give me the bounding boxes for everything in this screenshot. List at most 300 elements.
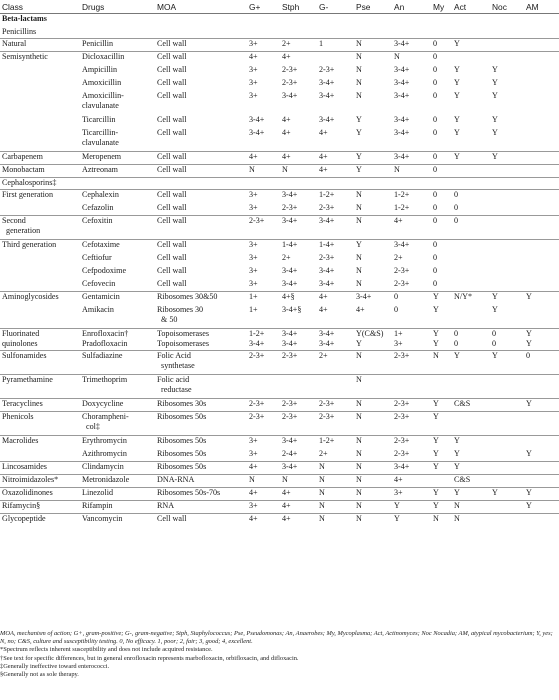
table-cell xyxy=(452,14,490,27)
table-cell: Y xyxy=(431,501,452,514)
table-cell xyxy=(0,279,80,292)
footnote-fluoroquinolones: †See text for specific differences, but in general enrofloxacin represents marbofloxacin, orbifloxacin, and difloxacin. xyxy=(0,654,299,662)
table-cell: Y(C&S) Y xyxy=(354,329,392,351)
table-cell: N xyxy=(280,165,317,178)
table-cell: Aztreonam xyxy=(80,165,155,178)
table-cell: Y xyxy=(454,77,460,87)
table-cell: N xyxy=(317,514,354,527)
table-cell: 2-3+ xyxy=(392,436,431,449)
table-cell: 3+ xyxy=(249,64,258,74)
table-cell xyxy=(490,449,524,462)
table-cell: 3+ xyxy=(247,240,280,253)
table-cell: Beta-lactams xyxy=(2,14,47,23)
table-cell: Amikacin xyxy=(82,304,114,314)
table-cell: N xyxy=(354,475,392,488)
table-cell: Fluorinated quinolones xyxy=(0,329,80,351)
table-cell: N xyxy=(247,165,280,178)
table-cell xyxy=(280,14,317,27)
table-cell xyxy=(354,27,392,39)
table-cell: 4+§ xyxy=(280,292,317,305)
table-cell xyxy=(155,27,247,39)
table-cell xyxy=(452,305,490,329)
table-cell: Y xyxy=(433,448,439,458)
table-cell xyxy=(80,178,155,190)
table-cell: Nitroimidazoles* xyxy=(0,475,80,488)
table-cell xyxy=(317,375,354,399)
table-cell xyxy=(317,27,354,39)
table-cell: 0 xyxy=(454,202,459,212)
table-cell: 0 xyxy=(524,351,559,375)
table-cell: Ribosomes 30&50 xyxy=(155,292,247,305)
table-cell: Teracyclines xyxy=(0,399,80,412)
table-row xyxy=(0,240,559,253)
table-cell: 0 xyxy=(431,240,452,253)
table-cell: 4+ xyxy=(392,475,431,488)
table-cell xyxy=(155,14,247,27)
table-cell: 0 xyxy=(431,52,452,65)
table-cell: Cell wall xyxy=(155,514,247,527)
table-cell: Y Y xyxy=(431,329,452,351)
table-cell: Ribosomes 30 & 50 xyxy=(157,304,204,324)
table-row xyxy=(0,91,559,115)
table-cell: 3-4+ xyxy=(249,114,265,124)
table-cell: Y xyxy=(454,90,460,100)
table-cell: Pyramethamine xyxy=(0,375,80,399)
table-cell: Trimethoprim xyxy=(80,375,155,399)
table-cell xyxy=(524,14,559,27)
table-cell: 4+ xyxy=(392,216,431,240)
table-cell xyxy=(431,14,452,27)
table-cell xyxy=(0,128,80,152)
table-cell: Cephalosporins‡ xyxy=(0,178,80,190)
table-cell: RNA xyxy=(155,501,247,514)
header-pseudomonas: Pse xyxy=(354,0,392,14)
table-row xyxy=(0,412,559,436)
table-cell: 2-3+ xyxy=(247,412,280,436)
table-cell: Second generation xyxy=(0,216,80,240)
table-cell: 0 xyxy=(431,216,452,240)
table-cell xyxy=(452,375,490,399)
table-cell xyxy=(490,436,524,449)
table-cell xyxy=(490,203,524,216)
table-cell: 3-4+ xyxy=(392,152,431,165)
table-cell: Penicillin xyxy=(80,39,155,52)
table-cell: Cell wall xyxy=(157,127,187,137)
table-cell xyxy=(490,412,524,436)
table-cell xyxy=(524,190,559,203)
table-cell xyxy=(524,253,559,266)
table-cell: N xyxy=(354,39,392,52)
table-cell xyxy=(524,436,559,449)
table-cell xyxy=(452,266,490,279)
table-row xyxy=(0,203,559,216)
table-cell: Y xyxy=(526,448,532,458)
table-cell: 4+ xyxy=(319,304,328,314)
table-cell xyxy=(490,266,524,279)
table-cell: Penicillins xyxy=(2,26,37,36)
table-cell: 4+ xyxy=(282,127,291,137)
table-cell: Aminoglycosides xyxy=(0,292,80,305)
table-cell: Ribosomes 30s xyxy=(155,399,247,412)
table-cell: 2-3+ xyxy=(282,77,298,87)
table-cell: Ticarcillin- clavulanate xyxy=(82,127,119,147)
table-cell: Chorampheni- col‡ xyxy=(80,412,155,436)
table-cell: Y xyxy=(524,488,559,501)
table-cell xyxy=(431,178,452,190)
table-cell: Y xyxy=(452,351,490,375)
table-cell xyxy=(247,14,280,27)
table-cell: 1-4+ xyxy=(280,240,317,253)
table-cell: Amoxicillin xyxy=(82,77,122,87)
table-cell xyxy=(452,253,490,266)
table-cell xyxy=(490,279,524,292)
table-cell: N xyxy=(354,216,392,240)
table-cell xyxy=(524,52,559,65)
table-cell: Ribosomes 50s-70s xyxy=(155,488,247,501)
footnote-spectrum: *Spectrum reflects inherent susceptibility and does not include acquired resistance. xyxy=(0,646,213,654)
table-cell: 2-3+ xyxy=(247,216,280,240)
table-cell xyxy=(0,253,80,266)
table-cell: 3-4+ xyxy=(280,462,317,475)
table-cell: 1-2+ xyxy=(317,436,354,449)
table-cell: Erythromycin xyxy=(80,436,155,449)
table-cell xyxy=(452,178,490,190)
table-cell: Phenicols xyxy=(0,412,80,436)
table-cell: Topoisomerases Topoisomerases xyxy=(155,329,247,351)
header-atypical-mycobacterium: AM xyxy=(524,0,559,14)
table-row xyxy=(0,375,559,399)
table-cell: N xyxy=(356,252,362,262)
table-cell: Semisynthetic xyxy=(0,52,80,65)
subsection-heading-row xyxy=(0,178,559,190)
table-cell: Meropenem xyxy=(80,152,155,165)
table-cell: 3-4+ xyxy=(282,265,298,275)
table-cell: 2+ xyxy=(317,351,354,375)
table-cell: 2-3+ xyxy=(319,64,335,74)
table-row xyxy=(0,292,559,305)
table-cell xyxy=(317,178,354,190)
table-cell xyxy=(490,216,524,240)
table-cell: Cell wall xyxy=(157,265,187,275)
table-cell: 3+ xyxy=(249,202,258,212)
header-actinomyces: Act xyxy=(452,0,490,14)
header-mycoplasma: My xyxy=(431,0,452,14)
table-cell: Ceftiofur xyxy=(82,252,112,262)
table-cell: 3-4+ xyxy=(280,436,317,449)
table-cell: 1-2+ 3-4+ xyxy=(247,329,280,351)
table-cell xyxy=(490,501,524,514)
table-cell: Lincosamides xyxy=(0,462,80,475)
table-cell: Vancomycin xyxy=(80,514,155,527)
table-cell xyxy=(431,27,452,39)
table-cell xyxy=(490,514,524,527)
table-cell: Y xyxy=(452,436,490,449)
table-cell: C&S xyxy=(452,475,490,488)
table-cell: Y xyxy=(524,501,559,514)
table-cell xyxy=(524,412,559,436)
table-cell: Y xyxy=(356,127,362,137)
table-cell: Y xyxy=(354,152,392,165)
table-cell: 2-3+ xyxy=(282,64,298,74)
table-cell: N xyxy=(356,278,362,288)
table-row xyxy=(0,152,559,165)
table-cell xyxy=(524,65,559,78)
table-row xyxy=(0,488,559,501)
table-cell: 0 xyxy=(433,252,438,262)
table-cell: 3-4+ 3-4+ xyxy=(280,329,317,351)
table-cell: N xyxy=(392,165,431,178)
table-header-row xyxy=(0,0,559,14)
table-cell: Y xyxy=(452,488,490,501)
table-cell: Cell wall xyxy=(157,90,187,100)
table-cell: N xyxy=(280,475,317,488)
table-row xyxy=(0,351,559,375)
table-row xyxy=(0,449,559,462)
table-cell: Monobactam xyxy=(0,165,80,178)
table-cell xyxy=(490,253,524,266)
table-cell: Y xyxy=(524,292,559,305)
table-row xyxy=(0,436,559,449)
footnote-enterococci: ‡Generally ineffective toward enterococci. xyxy=(0,662,110,670)
table-cell: N xyxy=(354,375,392,399)
table-cell xyxy=(524,305,559,329)
table-cell: Y xyxy=(452,462,490,475)
table-cell: 0 xyxy=(433,202,438,212)
table-cell: Sulfadiazine xyxy=(80,351,155,375)
table-cell: Azithromycin xyxy=(82,448,127,458)
table-cell: Y xyxy=(433,304,439,314)
table-cell xyxy=(0,203,80,216)
table-cell: N xyxy=(431,514,452,527)
table-cell xyxy=(452,240,490,253)
table-cell xyxy=(280,178,317,190)
table-cell: N xyxy=(392,52,431,65)
table-cell: Y xyxy=(454,64,460,74)
table-cell: 0 xyxy=(431,190,452,203)
table-cell: 2-4+ xyxy=(282,448,298,458)
table-cell xyxy=(524,128,559,152)
table-cell: 3-4+ xyxy=(392,240,431,253)
table-cell: Y xyxy=(490,488,524,501)
table-row xyxy=(0,329,559,351)
table-row xyxy=(0,39,559,52)
table-cell xyxy=(0,78,80,91)
table-cell xyxy=(0,305,80,329)
table-cell xyxy=(524,91,559,115)
table-cell: N xyxy=(354,52,392,65)
table-cell: Clindamycin xyxy=(80,462,155,475)
table-cell: 3+ xyxy=(392,488,431,501)
table-cell: Sulfonamides xyxy=(0,351,80,375)
table-cell: Y xyxy=(454,127,460,137)
table-cell xyxy=(490,399,524,412)
table-cell xyxy=(490,178,524,190)
table-cell xyxy=(392,375,431,399)
table-cell: 3-4+ xyxy=(282,90,298,100)
table-cell xyxy=(0,266,80,279)
table-cell xyxy=(524,375,559,399)
table-cell: Y xyxy=(431,488,452,501)
table-row xyxy=(0,501,559,514)
table-cell: Y xyxy=(356,114,362,124)
table-row xyxy=(0,266,559,279)
table-cell: 1-2+ xyxy=(394,202,410,212)
table-cell: Cell wall xyxy=(157,252,187,262)
table-cell xyxy=(490,39,524,52)
table-cell xyxy=(0,91,80,115)
table-cell: 4+ xyxy=(280,152,317,165)
table-cell xyxy=(452,27,490,39)
table-cell: 2-3+ xyxy=(317,399,354,412)
table-cell: 3+ xyxy=(247,39,280,52)
table-cell: 2-3+ xyxy=(280,399,317,412)
table-cell: 3+ xyxy=(249,265,258,275)
table-cell: 4+ xyxy=(319,127,328,137)
table-cell: Rifamycin§ xyxy=(0,501,80,514)
table-cell xyxy=(490,462,524,475)
table-cell: Y xyxy=(354,165,392,178)
table-cell: 3-4+ xyxy=(394,114,410,124)
table-cell: Ribosomes 50s xyxy=(157,448,207,458)
table-cell: 4+ xyxy=(247,152,280,165)
table-cell: 0 xyxy=(431,165,452,178)
table-cell: Cell wall xyxy=(155,165,247,178)
table-cell xyxy=(0,65,80,78)
table-row xyxy=(0,279,559,292)
header-nocardia: Noc xyxy=(490,0,524,14)
table-cell: 0 0 xyxy=(452,329,490,351)
table-cell: Y xyxy=(452,152,490,165)
table-cell: 1+ 3+ xyxy=(392,329,431,351)
table-cell: Ampicillin xyxy=(82,64,118,74)
table-cell xyxy=(0,115,80,128)
table-cell xyxy=(490,240,524,253)
table-cell xyxy=(524,115,559,128)
table-cell: 4+ xyxy=(356,304,365,314)
table-cell: Rifampin xyxy=(80,501,155,514)
table-cell: Y xyxy=(490,351,524,375)
table-cell: 3-4+ xyxy=(319,90,335,100)
table-cell: N xyxy=(354,488,392,501)
table-cell: 3-4+ xyxy=(319,77,335,87)
table-cell: 3+ xyxy=(249,252,258,262)
table-cell: Y xyxy=(431,462,452,475)
table-cell: 3+ xyxy=(249,448,258,458)
table-cell: 4+ xyxy=(247,514,280,527)
table-cell: N xyxy=(356,265,362,275)
table-row xyxy=(0,115,559,128)
table-cell: Y xyxy=(492,114,498,124)
table-cell: Cell wall xyxy=(157,77,187,87)
table-cell: 2+ xyxy=(394,252,403,262)
table-cell xyxy=(524,178,559,190)
table-cell: Gentamicin xyxy=(80,292,155,305)
table-cell: Cefoxitin xyxy=(80,216,155,240)
table-cell: Folic acid reductase xyxy=(155,375,247,399)
table-cell: 2-3+ xyxy=(394,278,410,288)
table-cell: 2+ xyxy=(319,448,328,458)
header-drugs: Drugs xyxy=(80,0,155,14)
table-cell: First generation xyxy=(0,190,80,203)
table-cell: Y xyxy=(431,399,452,412)
table-row xyxy=(0,462,559,475)
table-cell: Y xyxy=(492,77,498,87)
table-cell: Y xyxy=(492,90,498,100)
table-cell: Y xyxy=(392,514,431,527)
header-class: Class xyxy=(0,0,80,14)
table-cell xyxy=(490,475,524,488)
table-cell: 3-4+ xyxy=(319,278,335,288)
table-cell: DNA-RNA xyxy=(155,475,247,488)
table-cell: Third generation xyxy=(0,240,80,253)
table-cell: 1-2+ xyxy=(392,190,431,203)
table-cell: 3+ xyxy=(249,77,258,87)
table-cell: 3-4+ xyxy=(319,265,335,275)
table-cell: N xyxy=(354,190,392,203)
footnote-abbreviations: MOA, mechanism of action; G+, gram-positive; G-, gram-negative; Stph, Staphylococcus; Pse, Pseudomonas; An, Anaerobes; My, Mycoplasma; Act, Actinomyces; Noc Nocadia; AM, atypical mycobacterium; Y, yes; N, no; C&S, culture and susceptibility testing. 0, No efficacy. 1, poor; 2, fair; 3, good; 4, excellent. xyxy=(0,630,553,646)
table-cell: Cell wall xyxy=(157,278,187,288)
table-cell: Cell wall xyxy=(155,240,247,253)
table-cell: 3-4+ xyxy=(282,278,298,288)
table-cell: 0 xyxy=(452,216,490,240)
table-cell: Cell wall xyxy=(155,52,247,65)
table-cell xyxy=(354,14,392,27)
table-cell xyxy=(490,27,524,39)
table-cell xyxy=(490,14,524,27)
table-cell: Y xyxy=(454,448,460,458)
table-cell: Cefazolin xyxy=(82,202,114,212)
table-cell: 3-4+ xyxy=(354,292,392,305)
table-cell: 0 xyxy=(431,39,452,52)
table-cell: 3-4+ xyxy=(317,216,354,240)
table-cell: 4+ xyxy=(317,152,354,165)
table-cell xyxy=(490,375,524,399)
table-cell xyxy=(452,52,490,65)
table-cell: Y Y xyxy=(524,329,559,351)
table-cell: 3+ xyxy=(249,90,258,100)
table-cell: N xyxy=(356,77,362,87)
table-cell xyxy=(354,178,392,190)
table-cell: Ticarcillin xyxy=(82,114,116,124)
table-cell: 4+ xyxy=(317,292,354,305)
table-cell: 0 xyxy=(433,114,438,124)
table-cell: N xyxy=(354,351,392,375)
table-row xyxy=(0,52,559,65)
table-cell: 3+ xyxy=(249,278,258,288)
table-cell: N/Y* xyxy=(452,292,490,305)
header-anaerobes: An xyxy=(392,0,431,14)
table-cell: Y xyxy=(452,39,490,52)
table-cell xyxy=(80,27,155,39)
table-row xyxy=(0,253,559,266)
table-cell: Glycopeptide xyxy=(0,514,80,527)
table-cell: 4+ xyxy=(317,165,354,178)
table-cell xyxy=(392,14,431,27)
table-cell: 3+ xyxy=(247,501,280,514)
table-cell xyxy=(155,178,247,190)
table-cell: 3-4+ xyxy=(319,114,335,124)
table-cell xyxy=(524,27,559,39)
table-cell: 0 xyxy=(431,152,452,165)
table-cell: 3+ xyxy=(247,190,280,203)
table-cell: 0 0 xyxy=(490,329,524,351)
table-cell: Y xyxy=(524,399,559,412)
table-cell: Cefovecin xyxy=(82,278,116,288)
table-row xyxy=(0,78,559,91)
table-cell: Folic Acid synthetase xyxy=(155,351,247,375)
table-cell xyxy=(392,27,431,39)
table-cell: N xyxy=(356,90,362,100)
